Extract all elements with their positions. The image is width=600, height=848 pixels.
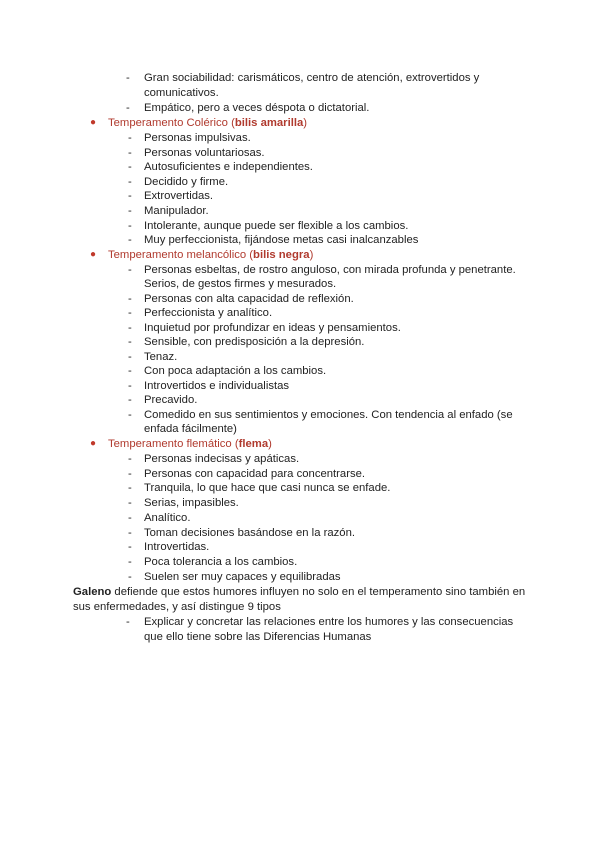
paragraph-text: sus enfermedades, y así distingue 9 tipos [73, 601, 281, 613]
heading-bold: flema [238, 438, 269, 450]
list-item-text: Introvertidos e individualistas [144, 380, 290, 392]
dash: - [128, 570, 132, 583]
list-item-text: Personas con alta capacidad de reflexión. [144, 293, 354, 305]
list-item-text: Toman decisiones basándose en la razón. [144, 526, 356, 539]
list-item-text: Personas voluntariosas. [144, 146, 265, 159]
bullet-icon: ● [90, 438, 97, 449]
list-item-text: Gran sociabilidad: carismáticos, centro de atención, extrovertidos y [144, 72, 480, 84]
dash: - [128, 365, 132, 377]
list-item-text: Extrovertidas. [144, 190, 214, 203]
paragraph-line [73, 585, 525, 599]
heading-suffix: ) [303, 117, 308, 129]
heading-prefix: Temperamento flemático ( [108, 438, 239, 450]
dash: - [128, 394, 132, 406]
dash: - [128, 175, 132, 188]
dash: - [126, 72, 130, 84]
dash: - [128, 205, 132, 217]
list-item-text: Personas con capacidad para concentrarse. [144, 467, 366, 480]
dash: - [128, 541, 132, 554]
dash: - [128, 234, 132, 247]
dash: - [128, 380, 132, 392]
dash: - [128, 264, 132, 276]
list-item-text: Inquietud por profundizar en ideas y pensamientos. [144, 322, 401, 334]
list-item-text: Con poca adaptación a los cambios. [144, 365, 327, 377]
list-item-text: Comedido en sus sentimientos y emociones. Con tendencia al enfado (se [144, 409, 513, 421]
paragraph-line [73, 600, 281, 614]
heading-bold: bilis amarilla [234, 117, 304, 129]
dash: - [126, 102, 130, 114]
bullet-icon: ● [90, 117, 97, 128]
heading-bold: bilis negra [253, 249, 310, 261]
list-item-text: Serios, de gestos firmes y mesurados. [144, 278, 337, 290]
list-item-text: que ello tiene sobre las Diferencias Humanas [144, 631, 372, 643]
dash: - [128, 555, 132, 568]
heading-suffix: ) [268, 438, 272, 450]
heading-prefix: Temperamento Colérico ( [108, 117, 235, 129]
dash: - [128, 161, 132, 174]
dash: - [128, 351, 132, 363]
list-item-text: Autosuficientes e independientes. [144, 161, 313, 174]
list-item-text: Tranquila, lo que hace que casi nunca se enfade. [144, 482, 391, 495]
list-item-text: Suelen ser muy capaces y equilibradas [144, 570, 341, 583]
list-item-text: Serias, impasibles. [144, 497, 239, 510]
list-item-text: Personas impulsivas. [144, 132, 251, 144]
dash: - [126, 616, 130, 628]
list-item-text: Sensible, con predisposición a la depresión. [144, 336, 365, 348]
dash: - [128, 511, 132, 524]
list-item-text: Manipulador. [144, 205, 209, 217]
dash: - [128, 219, 132, 232]
dash: - [128, 467, 132, 480]
dash: - [128, 132, 132, 144]
dash: - [128, 293, 132, 305]
paragraph-text: defiende que estos humores influyen no solo en el temperamento sino también en [111, 586, 526, 598]
list-item-text: Empático, pero a veces déspota o dictatorial. [144, 102, 370, 114]
bullet-icon: ● [90, 249, 97, 260]
list-item-text: Muy perfeccionista, fijándose metas casi inalcanzables [144, 234, 419, 247]
list-item-text: Intolerante, aunque puede ser flexible a los cambios. [144, 219, 409, 232]
list-item-text: Analítico. [144, 511, 191, 524]
list-item-text: Explicar y concretar las relaciones entre los humores y las consecuencias [144, 616, 514, 628]
dash: - [128, 322, 132, 334]
heading-prefix: Temperamento melancólico ( [108, 249, 254, 261]
galeno-name: Galeno [73, 586, 112, 598]
dash: - [128, 526, 132, 539]
list-item-text: Perfeccionista y analítico. [144, 307, 273, 319]
list-item-text: Introvertidas. [144, 541, 210, 554]
list-item-text: Tenaz. [144, 351, 178, 363]
heading-suffix: ) [309, 249, 314, 261]
dash: - [128, 336, 132, 348]
dash: - [128, 146, 132, 159]
list-item-text: Poca tolerancia a los cambios. [144, 555, 298, 568]
dash: - [128, 453, 132, 465]
list-item-text: Personas esbeltas, de rostro anguloso, con mirada profunda y penetrante. [144, 264, 516, 276]
list-item-text: Personas indecisas y apáticas. [144, 453, 300, 465]
dash: - [128, 409, 132, 421]
dash: - [128, 307, 132, 319]
list-item-text: Precavido. [144, 394, 198, 406]
dash: - [128, 497, 132, 510]
list-item-text: Decidido y firme. [144, 175, 229, 188]
dash: - [128, 482, 132, 495]
list-item-text: enfada fácilmente) [144, 423, 237, 435]
list-item-text: comunicativos. [144, 87, 219, 99]
dash: - [128, 190, 132, 203]
